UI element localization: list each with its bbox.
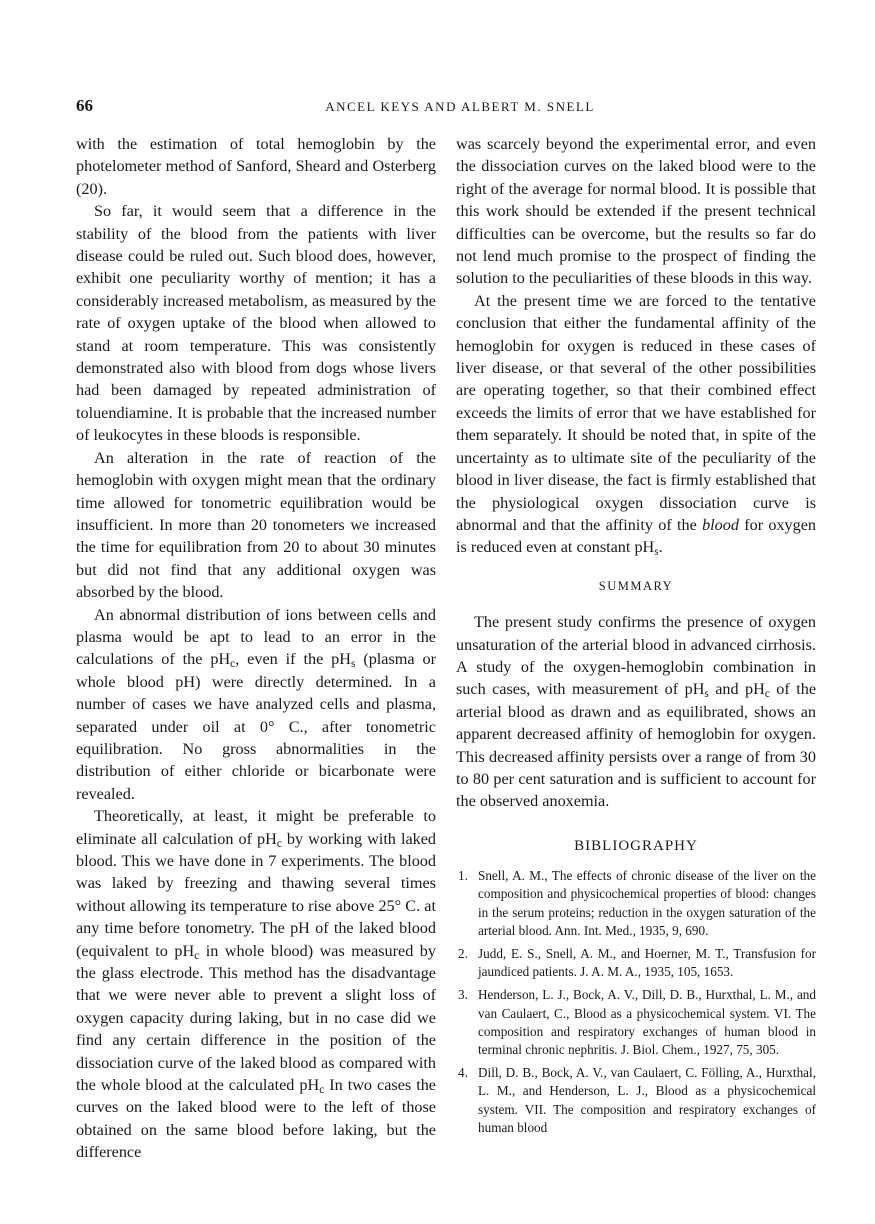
paragraph: So far, it would seem that a difference in the stability of the blood from the patients with liver disease could be ruled out. Such blood does, however, exhibit one peculiarity worthy of mention; it has a considerably increased metabolism, as measured by the rate of oxygen uptake of the blood when allowed to stand at room temperature. This was consistently demonstrated also with blood from dogs whose livers had been damaged by repeated administration of toluendiamine. It is probable that the increased number of leukocytes in these bloods is responsible. bbox=[76, 202, 436, 445]
reference-item: 4. Dill, D. B., Bock, A. V., van Caulaert, C. Fölling, A., Hurxthal, L. M., and Henderson, L. J., Blood as a physicochemical system. VII. The composition and respiratory exchanges of human blood bbox=[458, 1065, 816, 1135]
paragraph: was scarcely beyond the experimental error, and even the dissociation curves on the laked blood were to the right of the average for normal blood. It is possible that this work should be extended if the present technical difficulties can be overcome, but the results so far do not lend much promise to the prospect of finding the solution to the peculiarities of these bloods in this way. bbox=[456, 135, 816, 288]
paragraph: Theoretically, at least, it might be preferable to eliminate all calculation of $pH_c$ by working with laked blood. This we have done in 7 experiments. The blood was laked by freezing and thawing several times without allowing its temperature to rise above 25° C. at any time before tonometry. The pH of the laked blood (equivalent to $pH_c$ in whole blood) was measured by the glass electrode. This method has the disadvantage that we were never able to prevent a slight loss of oxygen capacity during laking, but in no case did we find any certain difference in the position of the dissociation curve of the laked blood as compared with the whole blood at the calculated $pH_c$ In two cases the curves on the laked blood were to the left of those obtained on the same blood before laking, but the difference bbox=[76, 807, 436, 1162]
summary-paragraph: The present study confirms the presence of oxygen unsaturation of the arterial blood in advanced cirrhosis. A study of the oxygen-hemoglobin combination in such cases, with measurement of $pH_s$ and $pH_c$ of the arterial blood as drawn and as equilibrated, shows an apparent decreased affinity of hemoglobin for oxygen. This decreased affinity persists over a range of from 30 to 80 per cent saturation and is sufficient to account for the observed anoxemia. bbox=[456, 613, 817, 811]
paragraph: At the present time we are forced to the tentative conclusion that either the fundamental affinity of the hemoglobin for oxygen is reduced in these cases of liver disease, or that several of the other possibilities are operating together, so that their combined effect exceeds the limits of error that we have established for them separately. It should be noted that, in spite of the uncertainty as to ultimate site of the peculiarity of the blood in liver disease, the fact is firmly established that the physiological oxygen dissociation curve is abnormal and that the affinity of the blood for oxygen is reduced even at constant $pH_s$. bbox=[456, 291, 817, 559]
left-column bbox=[76, 133, 436, 1164]
paragraph: An alteration in the rate of reaction of the hemoglobin with oxygen might mean that the ordinary time allowed for tonometric equilibration would be insufficient. In more than 20 tonometers we increased the time for equilibration from 20 to about 30 minutes but did not find that any additional oxygen was absorbed by the blood. bbox=[76, 448, 436, 602]
page-number: 66 bbox=[76, 96, 93, 115]
bibliography-heading: BIBLIOGRAPHY bbox=[574, 837, 698, 854]
paragraph: with the estimation of total hemoglobin by the photelometer method of Sanford, Sheard and Osterberg (20). bbox=[76, 135, 436, 198]
reference-list bbox=[456, 867, 816, 1137]
reference-item: 1. Snell, A. M., The effects of chronic disease of the liver on the composition and physicochemical properties of blood: changes in the serum proteins; reduction in the oxygen saturation of the arterial blood. Ann. Int. Med., 1935, 9, 690. bbox=[458, 868, 816, 938]
paragraph: An abnormal distribution of ions between cells and plasma would be apt to lead to an error in the calculations of the $pH_c$, even if the $pH_s$ (plasma or whole blood pH) were directly determined. In a number of cases we have analyzed cells and plasma, separated under oil at 0° C., after tonometric equilibration. No gross abnormalities in the distribution of either chloride or bicarbonate were revealed. bbox=[76, 605, 436, 803]
reference-item: 3. Henderson, L. J., Bock, A. V., Dill, D. B., Hurxthal, L. M., and van Caulaert, C., Blood as a physicochemical system. VI. The composition and respiratory exchanges of human blood in terminal chronic nephritis. J. Biol. Chem., 1927, 75, 305. bbox=[458, 987, 816, 1058]
right-column bbox=[456, 133, 816, 1142]
summary-heading: SUMMARY bbox=[598, 578, 674, 593]
reference-item: 2. Judd, E. S., Snell, A. M., and Hoerner, M. T., Transfusion for jaundiced patients. J. A. M. A., 1935, 105, 1653. bbox=[458, 946, 816, 980]
running-head: ANCEL KEYS AND ALBERT M. SNELL bbox=[325, 99, 595, 114]
